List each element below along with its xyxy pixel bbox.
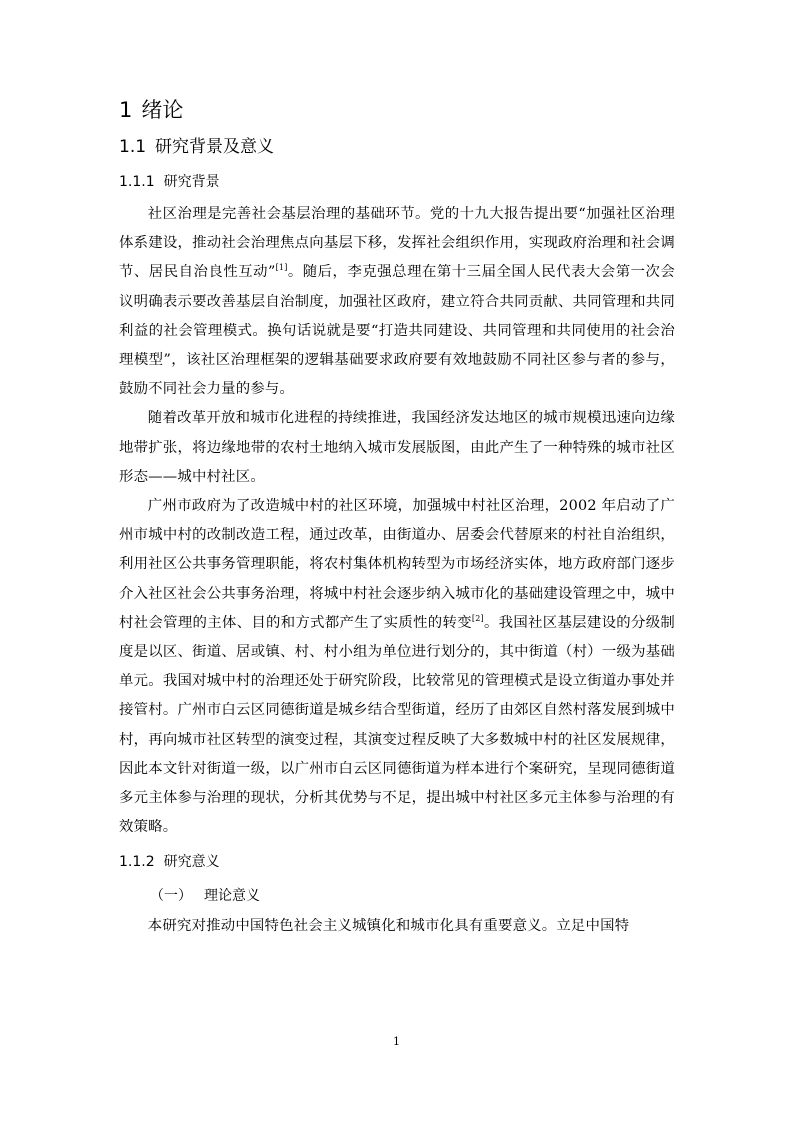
citation-marker: [2] [471,614,484,624]
paragraph-text: 。我国社区基层建设的分级制度是以区、街道、居或镇、村、村小组为单位进行划分的，其中街道（村）一级为基础单元。我国对城中村的治理还处于研究阶段，比较常见的管理模式是设立街道办事处并接管村。广州市白云区同德街道是城乡结合型街道，经历了由郊区自然村落发展到城中村，再向城市社区转型的演变过程，其演变过程反映了大多数城中村的社区发展规律，因此本文针对街道一级，以广州市白云区同德街道为样本进行个案研究，呈现同德街道多元主体参与治理的现状，分析其优势与不足，提出城中村社区多元主体参与治理的有效策略。 [119,614,675,836]
paragraph-text: 随着改革开放和城市化进程的持续推进，我国经济发达地区的城市规模迅速向边缘地带扩张，将边缘地带的农村土地纳入城市发展版图，由此产生了一种特殊的城市社区形态——城中村社区。 [119,410,675,485]
section-number: 1.1 [119,137,147,157]
body-paragraph-1 [119,200,675,404]
chapter-title: 绪论 [141,98,184,122]
subsection-title: 研究背景 [163,174,220,190]
chapter-heading [119,92,675,128]
paragraph-text: 本研究对推动中国特色社会主义城镇化和城市化具有重要意义。立足中国特 [147,918,630,935]
subsection-number: 1.1.2 [119,854,155,871]
paragraph-text: 广州市政府为了改造城中村的社区环境，加强城中村社区治理，2002 年启动了广州市城中村的改制改造工程，通过改革，由街道办、居委会代替原来的村社自治组织，利用社区公共事务管理职能，将农村集体机构转型为市场经济实体，地方政府部门逐步介入社区社会公共事务治理，将城中村社会逐步纳入城市化的基础建设管理之中，城中村社会管理的主体、目的和方式都产生了实质性的转变 [119,498,675,631]
body-paragraph-2 [119,404,675,492]
chapter-number: 1 [119,98,133,122]
section-heading [119,132,675,162]
paragraph-text: 社区治理是完善社会基层治理的基础环节。党的十九大报告提出要“加强社区治理体系建设，推动社会治理焦点向基层下移，发挥社会组织作用，实现政府治理和社会调节、居民自治良性互动” [119,206,675,281]
paragraph-text: 。随后，李克强总理在第十三届全国人民代表大会第一次会议明确表示要改善基层自治制度，加强社区政府，建立符合共同贡献、共同管理和共同利益的社会管理模式。换句话说就是要“打造共同建设、共同管理和共同使用的社会治理模型”，该社区治理框架的逻辑基础要求政府要有效地鼓励不同社区参与者的参与，鼓励不同社会力量的参与。 [119,264,676,398]
subsection-heading-significance [119,848,675,876]
sub-subsection-mark: （一） [150,888,192,905]
sub-subsection-title: 理论意义 [204,888,260,905]
section-title: 研究背景及意义 [155,137,275,157]
sub-subsection-heading [119,880,675,912]
subsection-title: 研究意义 [163,854,220,871]
subsection-number: 1.1.1 [119,174,155,190]
body-paragraph-4 [119,912,675,941]
body-paragraph-3 [119,492,675,842]
subsection-heading-background [119,168,675,196]
citation-marker: [1] [275,263,288,273]
page-content [119,92,675,942]
page-number: 1 [393,1035,400,1048]
